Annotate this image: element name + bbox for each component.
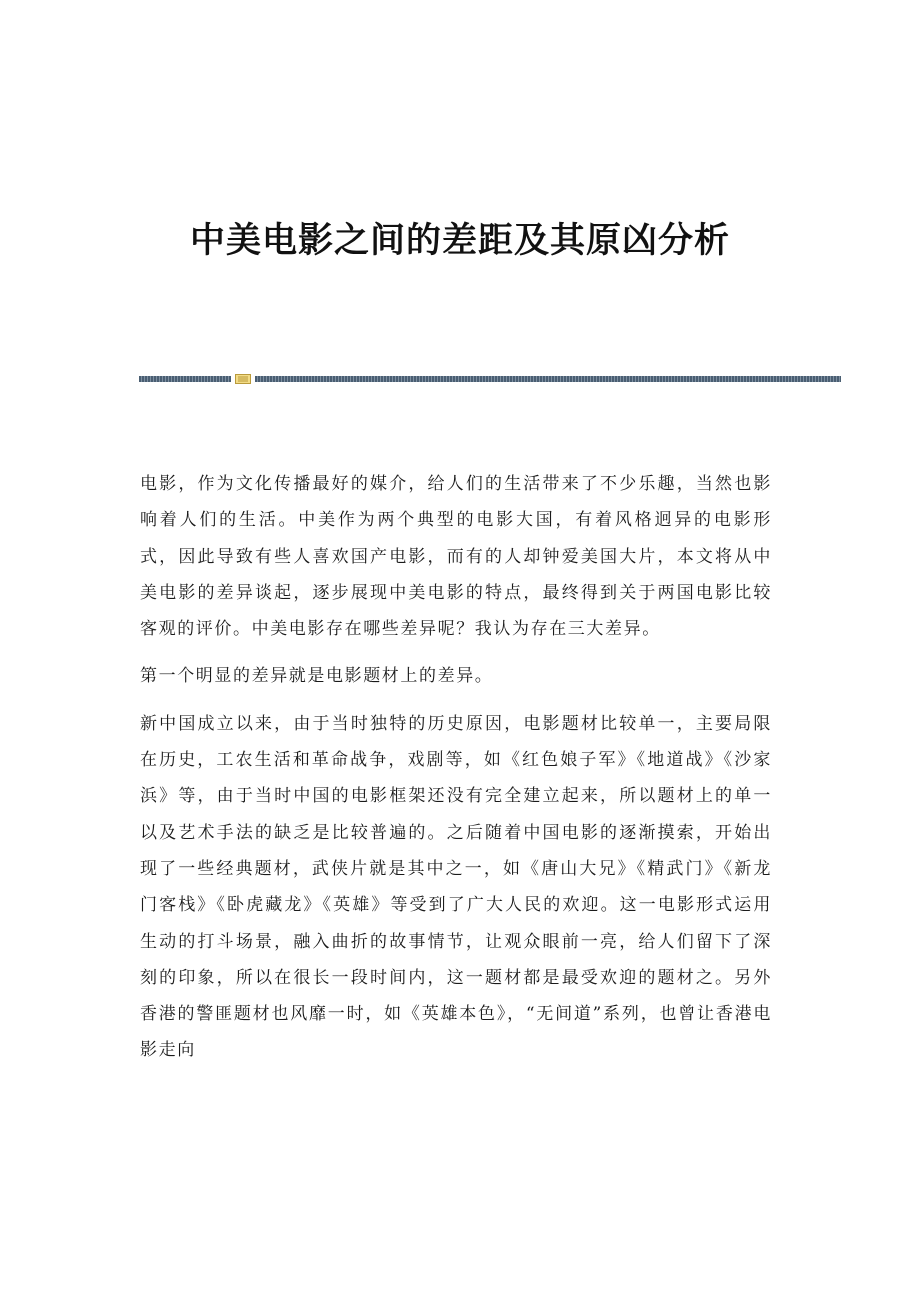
divider-bar-right <box>255 376 841 382</box>
decorative-book-icon <box>235 374 251 384</box>
divider-bar-left <box>139 376 231 382</box>
paragraph-first-difference: 第一个明显的差异就是电影题材上的差异。 <box>140 666 494 687</box>
document-body <box>140 466 772 1080</box>
paragraph-intro: 电影，作为文化传播最好的媒介，给人们的生活带来了不少乐趣，当然也影响着人们的生活。中美作为两个典型的电影大国，有着风格迥异的电影形式，因此导致有些人喜欢国产电影，而有的人却钟爱美国大片，本文将从中美电影的差异谈起，逐步展现中美电影的特点，最终得到关于两国电影比较客观的评价。中美电影存在哪些差异呢？我认为存在三大差异。 <box>140 474 772 640</box>
paragraph-history: 新中国成立以来，由于当时独特的历史原因，电影题材比较单一，主要局限在历史，工农生活和革命战争，戏剧等，如《红色娘子军》《地道战》《沙家浜》等，由于当时中国的电影框架还没有完全建立起来，所以题材上的单一以及艺术手法的缺乏是比较普遍的。之后随着中国电影的逐渐摸索，开始出现了一些经典题材，武侠片就是其中之一，如《唐山大兄》《精武门》《新龙门客栈》《卧虎藏龙》《英雄》等受到了广大人民的欢迎。这一电影形式运用生动的打斗场景，融入曲折的故事情节，让观众眼前一亮，给人们留下了深刻的印象，所以在很长一段时间内，这一题材都是最受欢迎的题材之。另外香港的警匪题材也风靡一时，如《英雄本色》，“无间道”系列，也曾让香港电影走向 <box>140 713 772 1061</box>
page-title: 中美电影之间的差距及其原凶分析 <box>189 220 730 261</box>
title-divider <box>139 374 841 384</box>
